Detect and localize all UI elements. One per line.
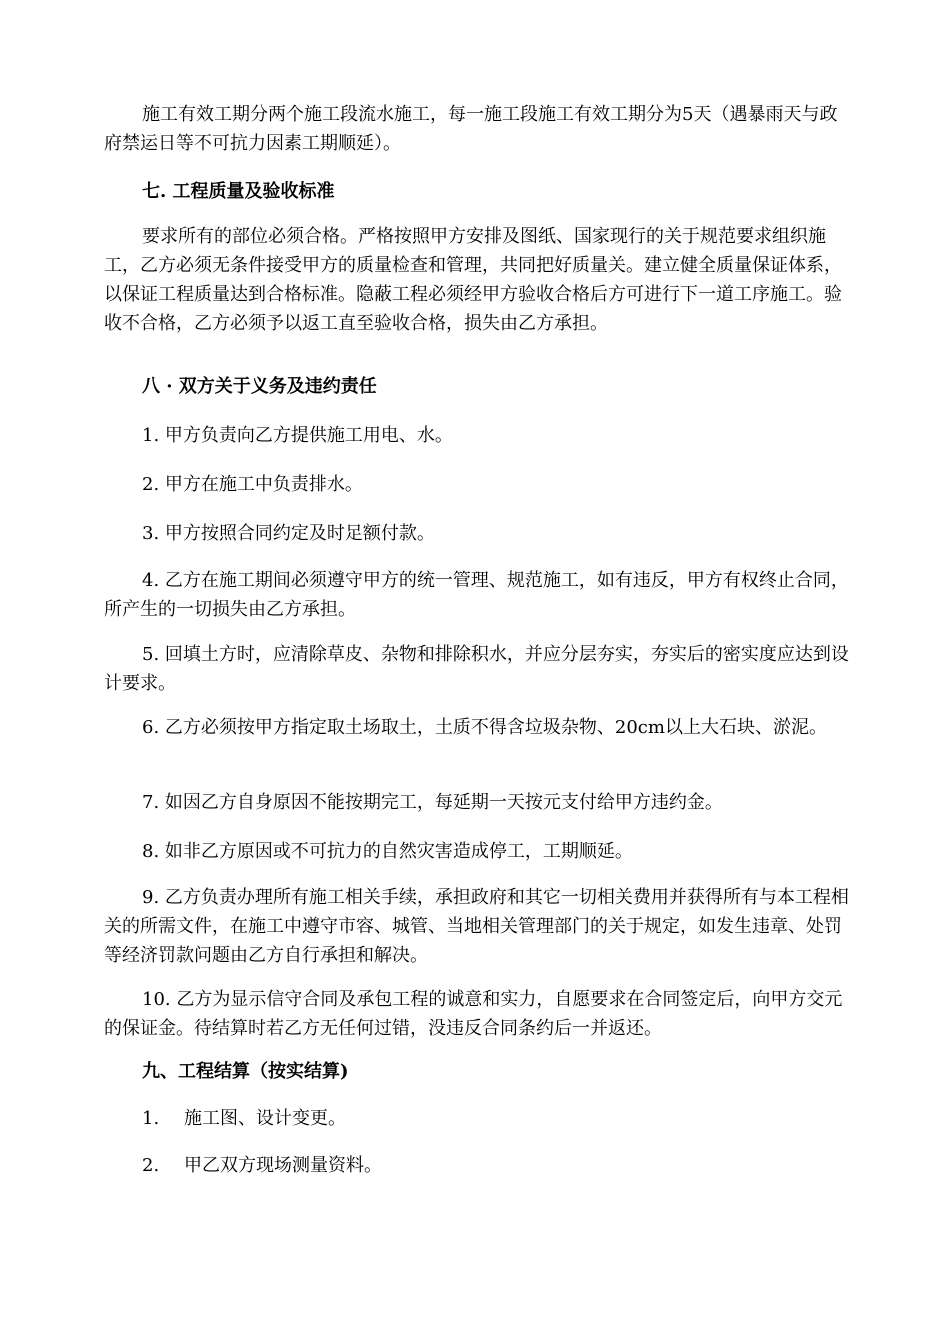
paragraph-quality: 要求所有的部位必须合格。严格按照甲方安排及图纸、国家现行的关于规范要求组织施工，乙方必须无条件接受甲方的质量检查和管理，共同把好质量关。建立健全质量保证体系，以保证工程质量达到合格标准。隐蔽工程必须经甲方验收合格后方可进行下一道工序施工。验收不合格，乙方必须予以返工直至验收合格，损失由乙方承担。 bbox=[104, 226, 842, 334]
settlement-item-number: 1. bbox=[142, 1108, 160, 1129]
settlement-item-1 bbox=[142, 1104, 892, 1133]
heading-obligations: 八 · 双方关于义务及违约责任 bbox=[142, 376, 377, 397]
settlement-item-number: 2. bbox=[142, 1155, 160, 1176]
heading-settlement: 九、工程结算（按实结算) bbox=[142, 1061, 349, 1082]
obligation-item-7: 7. 如因乙方自身原因不能按期完工，每延期一天按元支付给甲方违约金。 bbox=[142, 792, 723, 813]
obligation-item-8: 8. 如非乙方原因或不可抗力的自然灾害造成停工，工期顺延。 bbox=[142, 841, 633, 862]
obligation-item-10: 10. 乙方为显示信守合同及承包工程的诚意和实力，自愿要求在合同签定后，向甲方交元的保证金。待结算时若乙方无任何过错，没违反合同条约后一并返还。 bbox=[104, 989, 843, 1039]
settlement-item-text: 施工图、设计变更。 bbox=[184, 1108, 346, 1129]
settlement-item-2 bbox=[142, 1151, 892, 1180]
obligation-item-5: 5. 回填土方时，应清除草皮、杂物和排除积水，并应分层夯实，夯实后的密实度应达到设计要求。 bbox=[104, 644, 849, 694]
obligation-item-1: 1. 甲方负责向乙方提供施工用电、水。 bbox=[142, 425, 453, 446]
obligation-item-6: 6. 乙方必须按甲方指定取土场取土，土质不得含垃圾杂物、20cm以上大石块、淤泥。 bbox=[142, 717, 827, 738]
obligation-item-4: 4. 乙方在施工期间必须遵守甲方的统一管理、规范施工，如有违反，甲方有权终止合同，所产生的一切损失由乙方承担。 bbox=[104, 570, 849, 620]
heading-quality: 七. 工程质量及验收标准 bbox=[142, 181, 335, 202]
obligation-item-9: 9. 乙方负责办理所有施工相关手续，承担政府和其它一切相关费用并获得所有与本工程相关的所需文件，在施工中遵守市容、城管、当地相关管理部门的关于规定，如发生违章、处罚等经济罚款问题由乙方自行承担和解决。 bbox=[104, 887, 849, 966]
obligation-item-3: 3. 甲方按照合同约定及时足额付款。 bbox=[142, 523, 435, 544]
settlement-item-text: 甲乙双方现场测量资料。 bbox=[184, 1155, 382, 1176]
paragraph-schedule: 施工有效工期分两个施工段流水施工，每一施工段施工有效工期分为5天（遇暴雨天与政府禁运日等不可抗力因素工期顺延）。 bbox=[104, 104, 838, 154]
obligation-item-2: 2. 甲方在施工中负责排水。 bbox=[142, 474, 363, 495]
